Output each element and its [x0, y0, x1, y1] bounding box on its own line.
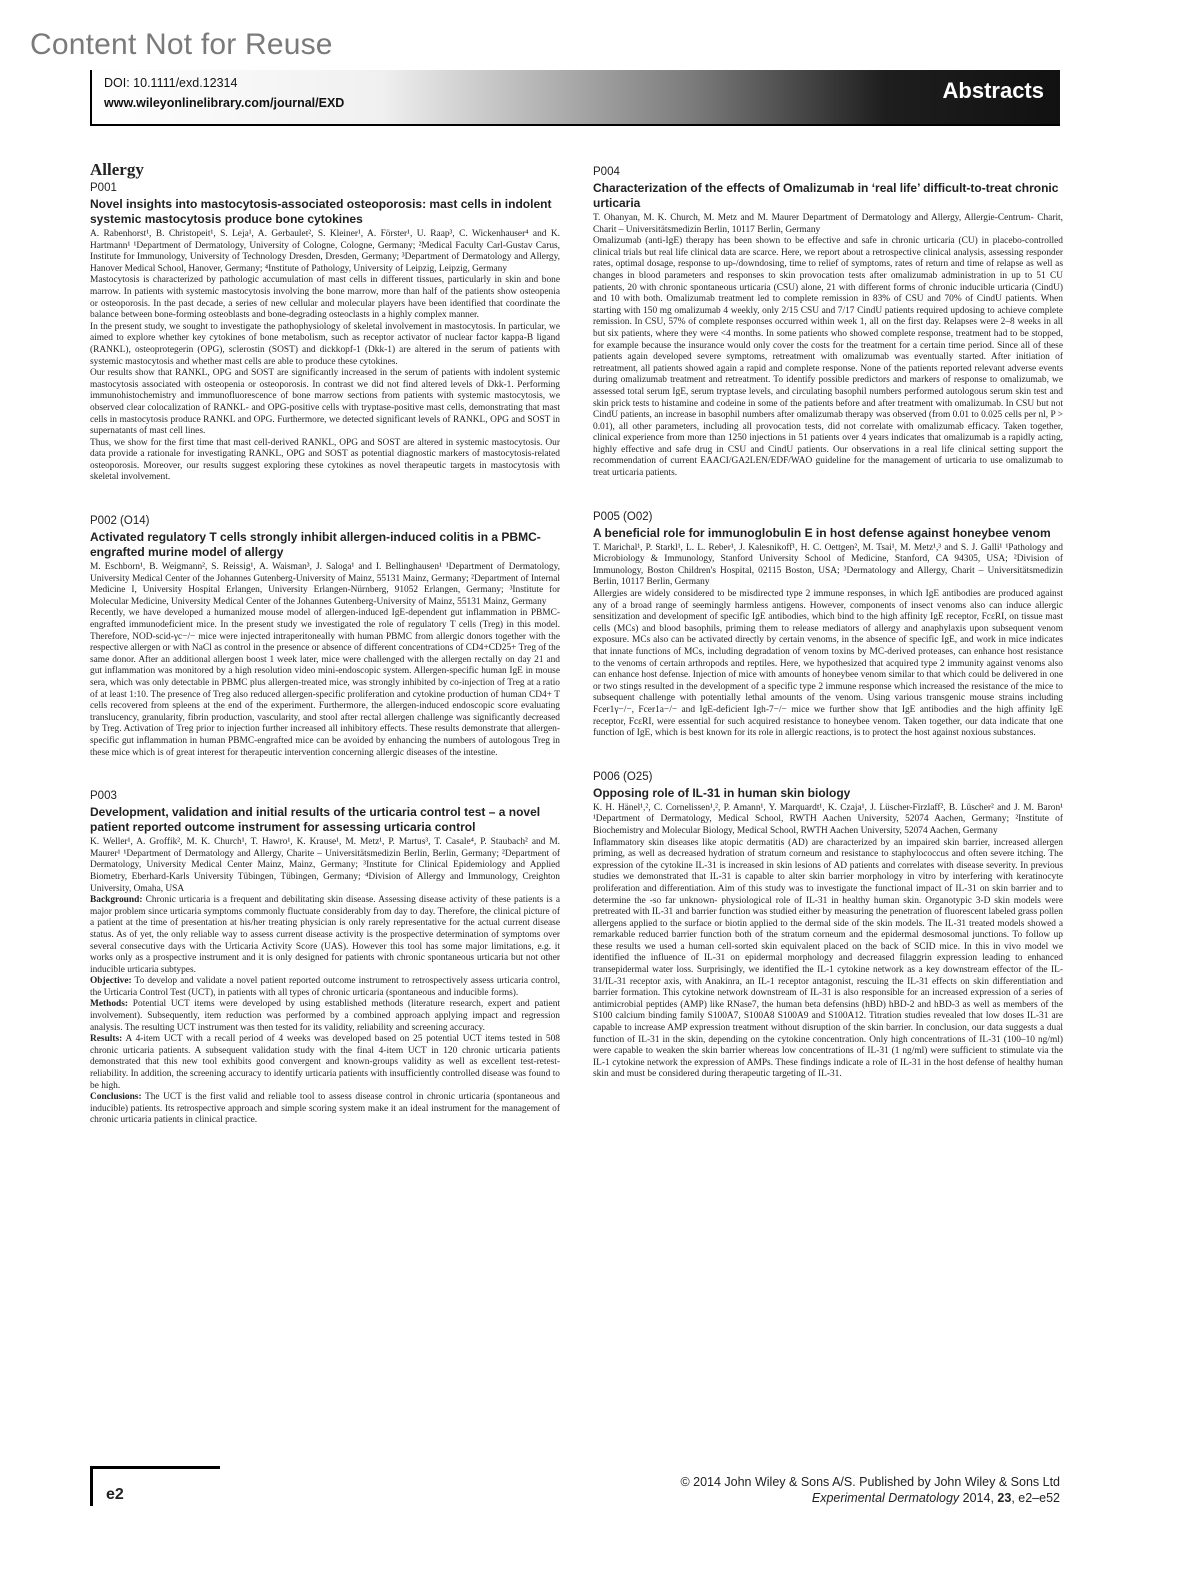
- abstract-id: P006 (O25): [593, 770, 653, 783]
- abstract-authors: T. Marichal¹, P. Starkl¹, L. L. Reber¹, J. Kalesnikoff¹, H. C. Oettgen², M. Tsai¹, M. Metz¹,³ and S. J. Galli¹ ¹Pathology and Microbiology & Immunology, Stanford University School of Medicine, Stanford, CA 94305, USA; ²Division of Immunology, Boston Children's Hospital, 02115 Boston, USA; ³Dermatology and Allergy, Charit – Universitätsmedizin Berlin, 10117 Berlin, Germany: [593, 542, 1063, 588]
- paragraph: [90, 976, 560, 999]
- abstract-authors: K. H. Hänel¹,², C. Cornelissen¹,², P. Amann¹, Y. Marquardt¹, K. Czaja¹, J. Lüscher-Firzlaff², B. Lüscher² and J. M. Baron¹ ¹Department of Dermatology, Medical School, RWTH Aachen University, 52074 Aachen, Germany; ²Institute of Biochemistry and Molecular Biology, Medical School, RWTH Aachen University, 52074 Aachen, Germany: [593, 802, 1063, 836]
- paragraph: Our results show that RANKL, OPG and SOST are significantly increased in the serum of patients with indolent systemic mastocytosis associated with osteopenia or osteoporosis. In contrast we did not find altered levels of Dkk-1. Performing immunohistochemistry and immunofluorescence of bone marrow sections from patients with systemic mastocytosis, we observed clear colocalization of RANKL- and OPG-positive cells with tryptase-positive mast cells, demonstrating that mast cells in mastocytosis produce RANKL and OPG. Furthermore, we detected significant levels of RANKL, OPG and SOST in supernatants of mast cell lines.: [90, 368, 560, 437]
- abstract-authors: A. Rabenhorst¹, B. Christopeit¹, S. Leja¹, A. Gerbaulet², S. Kleiner¹, A. Förster¹, U. Raap³, C. Wickenhauser⁴ and K. Hartmann¹ ¹Department of Dermatology, University of Cologne, Cologne, Germany; ²Medical Faculty Carl-Gustav Carus, Institute for Immunology, University of Technology Dresden, Dresden, Germany; ³Department of Dermatology and Allergy, Hanover Medical School, Hanover, Germany; ⁴Institute of Pathology, University of Leipzig, Leipzig, Germany: [90, 229, 560, 274]
- abstract-id: P004: [593, 166, 620, 178]
- abstract-authors: K. Weller¹, A. Groffik², M. K. Church¹, T. Hawro¹, K. Krause¹, M. Metz¹, P. Martus³, T. Casale⁴, P. Staubach² and M. Maurer¹ ¹Department of Dermatology and Allergy, Charite – Universitätsmedizin Berlin, Berlin, Germany; ²Department of Dermatology, University Medical Center Mainz, Mainz, Germany; ³Institute for Clinical Epidemiology and Applied Biometry, Eberhard-Karls University Tübingen, Tübingen, Germany; ⁴Division of Allergy and Immunology, Creighton University, Omaha, USA: [90, 837, 560, 894]
- footer-rule-horizontal: [90, 1466, 220, 1469]
- abstract-body: [90, 895, 560, 1127]
- paragraph: [90, 895, 560, 976]
- paragraph: In the present study, we sought to investigate the pathophysiology of skeletal involvement in mastocytosis. In particular, we aimed to explore whether key cytokines of bone metabolism, such as receptor activator of nuclear factor kappa-B ligand (RANKL), osteoprotegerin (OPG), sclerostin (SOST) and dickkopf-1 (Dkk-1) are altered in the serum of patients with systemic mastocytosis and whether mast cells are able to produce these cytokines.: [90, 321, 560, 367]
- citation-line: [680, 1490, 1060, 1506]
- section-label-conclusions: Conclusions:: [90, 1092, 142, 1103]
- abstract-body: [90, 608, 560, 759]
- paragraph-text: To develop and validate a novel patient reported outcome instrument to retrospectively assess urticaria control, the Urticaria Control Test (UCT), in patients with all types of chronic urticaria (spontaneous and inducible forms).: [90, 976, 560, 998]
- section-label: Abstracts: [942, 78, 1044, 103]
- right-column: [593, 165, 1063, 1111]
- abstract-title: Novel insights into mastocytosis-associated osteoporosis: mast cells in indolent systemic mastocytosis produce bone cytokines: [90, 197, 552, 226]
- paragraph-text: Potential UCT items were developed by using established methods (literature research, expert and patient involvement). Subsequently, item reduction was performed by a combined approach applying impact and regression analysis. The resulting UCT instrument was then tested for its validity, reliability and screening accuracy.: [90, 999, 560, 1033]
- copyright-line: © 2014 John Wiley & Sons A/S. Published by John Wiley & Sons Ltd: [680, 1475, 1060, 1489]
- paragraph-text: The UCT is the first valid and reliable tool to assess disease control in chronic urticaria (spontaneous and inducible) patients. Its retrospective approach and simple scoring system make it an ideal instrument for the management of chronic urticaria patients in clinical practice.: [90, 1092, 560, 1126]
- paragraph: [90, 999, 560, 1034]
- abstract-body: [593, 838, 1063, 1081]
- abstract-p003: [90, 789, 560, 1127]
- paragraph: Thus, we show for the first time that mast cell-derived RANKL, OPG and SOST are altered in systemic mastocytosis. Our data provide a rationale for investigating RANKL, OPG and SOST as potential diagnostic markers of mastocytosis-related osteoporosis. Moreover, our results suggest exploring these cytokines as novel therapeutic targets in mastocytosis with skeletal involvement.: [90, 437, 560, 483]
- left-column: [90, 160, 560, 1157]
- paragraph-text: Chronic urticaria is a frequent and debilitating skin disease. Assessing disease activity of these patients is a major problem since urticaria symptoms commonly fluctuate considerably from day to day. Therefore, the clinical picture of a patient at the time of presentation at his/her treating physician is only rarely representative for the actual current disease status. As of yet, the only reliable way to assess current disease activity is the prospective determination of symptoms over several consecutive days with the Urticaria Activity Score (UAS). However this tool has some major limitations, e.g. it works only as a prospective instrument and it is only designed for patients with chronic spontaneous urticaria but not other inducible urticaria subtypes.: [90, 895, 560, 975]
- abstract-authors: T. Ohanyan, M. K. Church, M. Metz and M. Maurer Department of Dermatology and Allergy, Allergie-Centrum- Charit, Charit – Universitätsmedizin Berlin, 10117 Berlin, Germany: [593, 213, 1063, 235]
- paragraph: Mastocytosis is characterized by pathologic accumulation of mast cells in different tissues, particularly in skin and bone marrow. In patients with systemic mastocytosis involving the bone marrow, more than half of the patients show osteopenia or osteoporosis. In the past decade, a series of new cellular and molecular players have been identified that coordinate the balance between bone-forming osteoblasts and bone-degrading osteoclasts in a highly complex manner.: [90, 275, 560, 321]
- abstract-id: P005 (O02): [593, 510, 653, 523]
- abstract-title: Opposing role of IL-31 in human skin biology: [593, 785, 851, 800]
- paragraph: Allergies are widely considered to be misdirected type 2 immune responses, in which IgE antibodies are produced against any of a broad range of seemingly harmless antigens. However, components of insect venoms also can induce allergic sensitization and development of specific IgE antibodies, which bind to the high affinity IgE receptor, FcεRI, on tissue mast cells (MCs) and blood basophils, priming them to release mediators of allergy and anaphylaxis upon subsequent venom exposure. MCs also can be activated directly by certain venoms, in the absence of specific IgE, and work in mice indicates that innate functions of MCs, including degradation of venom toxins by MC-derived proteases, can enhance host resistance to the venoms of certain arthropods and reptiles. Here, we hypothesized that acquired type 2 immunity against venoms also can enhance host defense. Injection of mice with amounts of honeybee venom similar to that which could be delivered in one or two stings resulted in the development of a specific type 2 immune response which increased the resistance of the mice to subsequent challenge with potentially lethal amounts of the venom. Using various transgenic mouse strains including Fcer1γ−/−, Fcer1a−/− and IgE-deficient Igh-7−/− mice we further show that IgE antibodies and the high affinity IgE receptor, FcεRI, were essential for such acquired resistance to honeybee venom. Taken together, our data indicate that one function of IgE, which is best known for its role in allergic reactions, is to protect the host against noxious substances.: [593, 589, 1063, 739]
- section-label-results: Results:: [90, 1034, 123, 1045]
- abstract-title: Activated regulatory T cells strongly inhibit allergen-induced colitis in a PBMC-engrafted murine model of allergy: [90, 530, 541, 560]
- paragraph: Inflammatory skin diseases like atopic dermatitis (AD) are characterized by an impaired skin barrier, increased allergen priming, as well as decreased hydration of stratum corneum and resistance to staphylococcus and often severe itching. The expression of the cytokine IL-31 is increased in skin lesions of AD patients and correlates with disease severity. In previous studies we demonstrated that IL-31 is capable to alter skin barrier morphology in vitro by interfering with keratinocyte proliferation and differentiation. Aim of this study was to investigate the functional impact of IL-31 on skin barrier and to determine the -so far unknown- physiological role of IL-31 in healthy human skin. Organotypic 3-D skin models were pretreated with IL-31 and barrier function was studied either by measuring the penetration of fluorescent labeled grass pollen allergens applied to the surface or biotin applied to the dermal side of the skin models. The IL-31 treated models showed a remarkable reduced barrier function both of the stratum corneum and the epidermal desmosomal junctions. To follow up these results we used a human cell-sorted skin equivalent placed on the back of SCID mice. In this in vivo model we identified the influence of IL-31 on epidermal morphology and decreased filaggrin expression leading to enhanced transepidermal water loss. Surprisingly, we identified the IL-1 cytokine network as a key downstream effector of the IL-31/IL-31 receptor axis, with Anakinra, an IL-1 receptor antagonist, rescuing the IL-31 effects on skin differentiation and barrier formation. This cytokine network downstream of IL-31 is also responsible for an increased expression of a series of antimicrobial peptides (AMP) like RNase7, the human beta defensins (hBD) hBD-2 and hBD-3 as well as members of the S100 calcium binding family S100A7, S100A8 S100A9 and S100A12. Titration studies revealed that low doses IL-31 are capable to increase AMP expression treatment without disruption of the skin barrier. In conclusion, our data suggests a dual function of IL-31 in the skin, depending on the cytokine concentration. Only high concentrations of IL-31 (100–10 ng/ml) were capable to weaken the skin barrier whereas low concentrations of IL-31 (1 ng/ml) were sufficient to stimulate via the IL-1 cytokine network the expression of AMPs. These findings indicate a role of IL-31 in the host defense of healthy human skin and must be considered during therapeutic targeting of IL-31.: [593, 837, 1063, 1080]
- abstract-p005: [593, 510, 1063, 740]
- abstract-title: Development, validation and initial results of the urticaria control test – a novel patient reported outcome instrument for assessing urticaria control: [90, 805, 541, 835]
- abstract-p001: [90, 181, 560, 484]
- paragraph: [90, 1034, 560, 1092]
- abstract-id: P003: [90, 790, 117, 803]
- page-number: e2: [106, 1486, 124, 1503]
- abstract-p004: [593, 165, 1063, 480]
- abstract-title: Characterization of the effects of Omalizumab in ‘real life’ difficult-to-treat chronic urticaria: [593, 181, 1059, 210]
- copyright: [680, 1474, 1060, 1506]
- abstract-id: P002 (O14): [90, 515, 150, 528]
- abstract-body: [593, 236, 1063, 479]
- journal-pages: , e2–e52: [1011, 1491, 1060, 1505]
- abstract-body: [593, 589, 1063, 740]
- watermark: Content Not for Reuse: [30, 28, 333, 61]
- section-label-objective: Objective:: [90, 976, 132, 987]
- doi: DOI: 10.1111/exd.12314: [104, 76, 238, 90]
- paragraph: Omalizumab (anti-IgE) therapy has been shown to be effective and safe in chronic urticaria (CU) in placebo-controlled clinical trials but real life clinical data are scarce. Here, we report about a retrospective clinical analysis, assessing responder rates, optimal dosage, response to up-/downdosing, time to relief of symptoms, rates of return and time of relapse as well as changes in blood parameters and responses to skin provocation tests after omalizumab administration in up to 51 CU patients, 20 with chronic spontaneous urticaria (CSU) alone, 21 with different forms of chronic inducible urticaria (CindU) and 10 with both. Omalizumab treatment led to complete remission in 83% of CSU and 70% of CindU patients. When starting with 150 mg omalizumab 4 weekly, only 2/15 CSU and 7/17 CindU patients required updosing to achieve complete remission. In CSU, 57% of complete responses occurred within week 1, all on the first day. Relapses were 2–8 weeks in all but six patients, where they were <4 months. In some patients who showed complete response, treatment had to be stopped, for example because the insurance would only cover the costs for the treatment for a certain time period. Since all of these patients again developed severe symptoms, retreatment with omalizumab was eventually started. After initiation of retreatment, all patients showed again a rapid and complete response. None of the patients reported relevant adverse events during omalizumab treatment and retreatment. To identify possible predictors and markers of response to omalizumab, we assessed total serum IgE, serum tryptase levels, and circulating basophil numbers performed autologous serum skin test and skin prick tests to histamine and codeine in some of the patients before and after treatment with omalizumab. In CSU but not CindU patients, an increase in basophil numbers after omalizumab therapy was observed (from 0.01 to 0.025 cells per nl, P > 0.01), all other parameters, including all provocation tests, did not correlate with omalizumab efficacy. Taken together, clinical experience from more than 1250 injections in 51 patients over 4 years indicates that omalizumab is a rapidly acting, highly effective and safe drug in CSU and CindU patients. Our observations in a real life clinical setting support the recommendation of current EAACI/GA2LEN/EDF/WAO guideline for the management of urticaria to use omalizumab to treat urticaria patients.: [593, 236, 1063, 479]
- journal-header: [90, 70, 1060, 124]
- paragraph: [90, 1092, 560, 1127]
- paragraph-text: A 4-item UCT with a recall period of 4 weeks was developed based on 25 potential UCT items tested in 508 chronic urticaria patients. A subsequent validation study with the final 4-item UCT in 120 chronic urticaria patients demonstrated that this new tool exhibits good convergent and known-groups validity as well as excellent test-retest-reliability. In addition, the screening accuracy to identify urticaria patients with insufficiently controlled disease was found to be high.: [90, 1034, 560, 1091]
- abstract-id: P001: [90, 182, 117, 194]
- header-rule: [90, 70, 92, 126]
- abstract-title: A beneficial role for immunoglobulin E in host defense against honeybee venom: [593, 525, 1051, 540]
- section-title: Allergy: [90, 160, 144, 179]
- journal-year: 2014,: [962, 1491, 994, 1505]
- journal-volume: 23: [997, 1491, 1012, 1505]
- section-label-background: Background:: [90, 895, 143, 906]
- section-label-methods: Methods:: [90, 999, 129, 1010]
- paragraph: Recently, we have developed a humanized mouse model of allergen-induced IgE-dependent gut inflammation in PBMC-engrafted immunodeficient mice. In the present study we investigated the role of regulatory T cells (Treg) in this model. Therefore, NOD-scid-γc−/− mice were injected intraperitoneally with human PBMC from allergic donors together with the respective allergen or with NaCl as control in the presence or absence of different concentrations of CD4+CD25+ Treg of the same donor. After an additional allergen boost 1 week later, mice were challenged with the allergen rectally on day 21 and gut inflammation was monitored by a high resolution video mini-endoscopic system. Allergen-specific human IgE in mouse sera, which was only detectable in PBMC plus allergen-treated mice, was strongly inhibited by co-injection of Treg at a ratio of at least 1:10. The presence of Treg also reduced allergen-specific proliferation and cytokine production of human CD4+ T cells recovered from spleens at the end of the experiment. Furthermore, the allergen-induced endoscopic score evaluating translucency, granularity, fibrin production, vascularity, and stool after rectal allergen challenge was significantly decreased by Treg. Activation of Treg prior to injection further increased all inhibitory effects. These results demonstrate that allergen-specific gut inflammation in human PBMC-engrafted mice can be avoided by enhancing the numbers of autologous Treg in these mice which is of great interest for therapeutic intervention concerning allergic diseases of the intestine.: [90, 608, 560, 758]
- abstract-p002: [90, 514, 560, 759]
- abstract-body: [90, 275, 560, 484]
- abstract-p006: [593, 770, 1063, 1081]
- journal-name: Experimental Dermatology: [811, 1491, 960, 1505]
- abstract-authors: M. Eschborn¹, B. Weigmann², S. Reissig¹, A. Waisman³, J. Saloga¹ and I. Bellinghausen¹ ¹Department of Dermatology, University Medical Center of the Johannes Gutenberg-University of Mainz, 55131 Mainz, Germany; ²Department of Internal Medicine I, University Hospital Erlangen, University Erlangen-Nürnberg, 91052 Erlangen, Germany; ³Institute for Molecular Medicine, University Medical Center of the Johannes Gutenberg-University of Mainz, 55131 Mainz, Germany: [90, 562, 560, 607]
- journal-url[interactable]: www.wileyonlinelibrary.com/journal/EXD: [104, 96, 345, 110]
- footer-rule-vertical: [90, 1466, 93, 1506]
